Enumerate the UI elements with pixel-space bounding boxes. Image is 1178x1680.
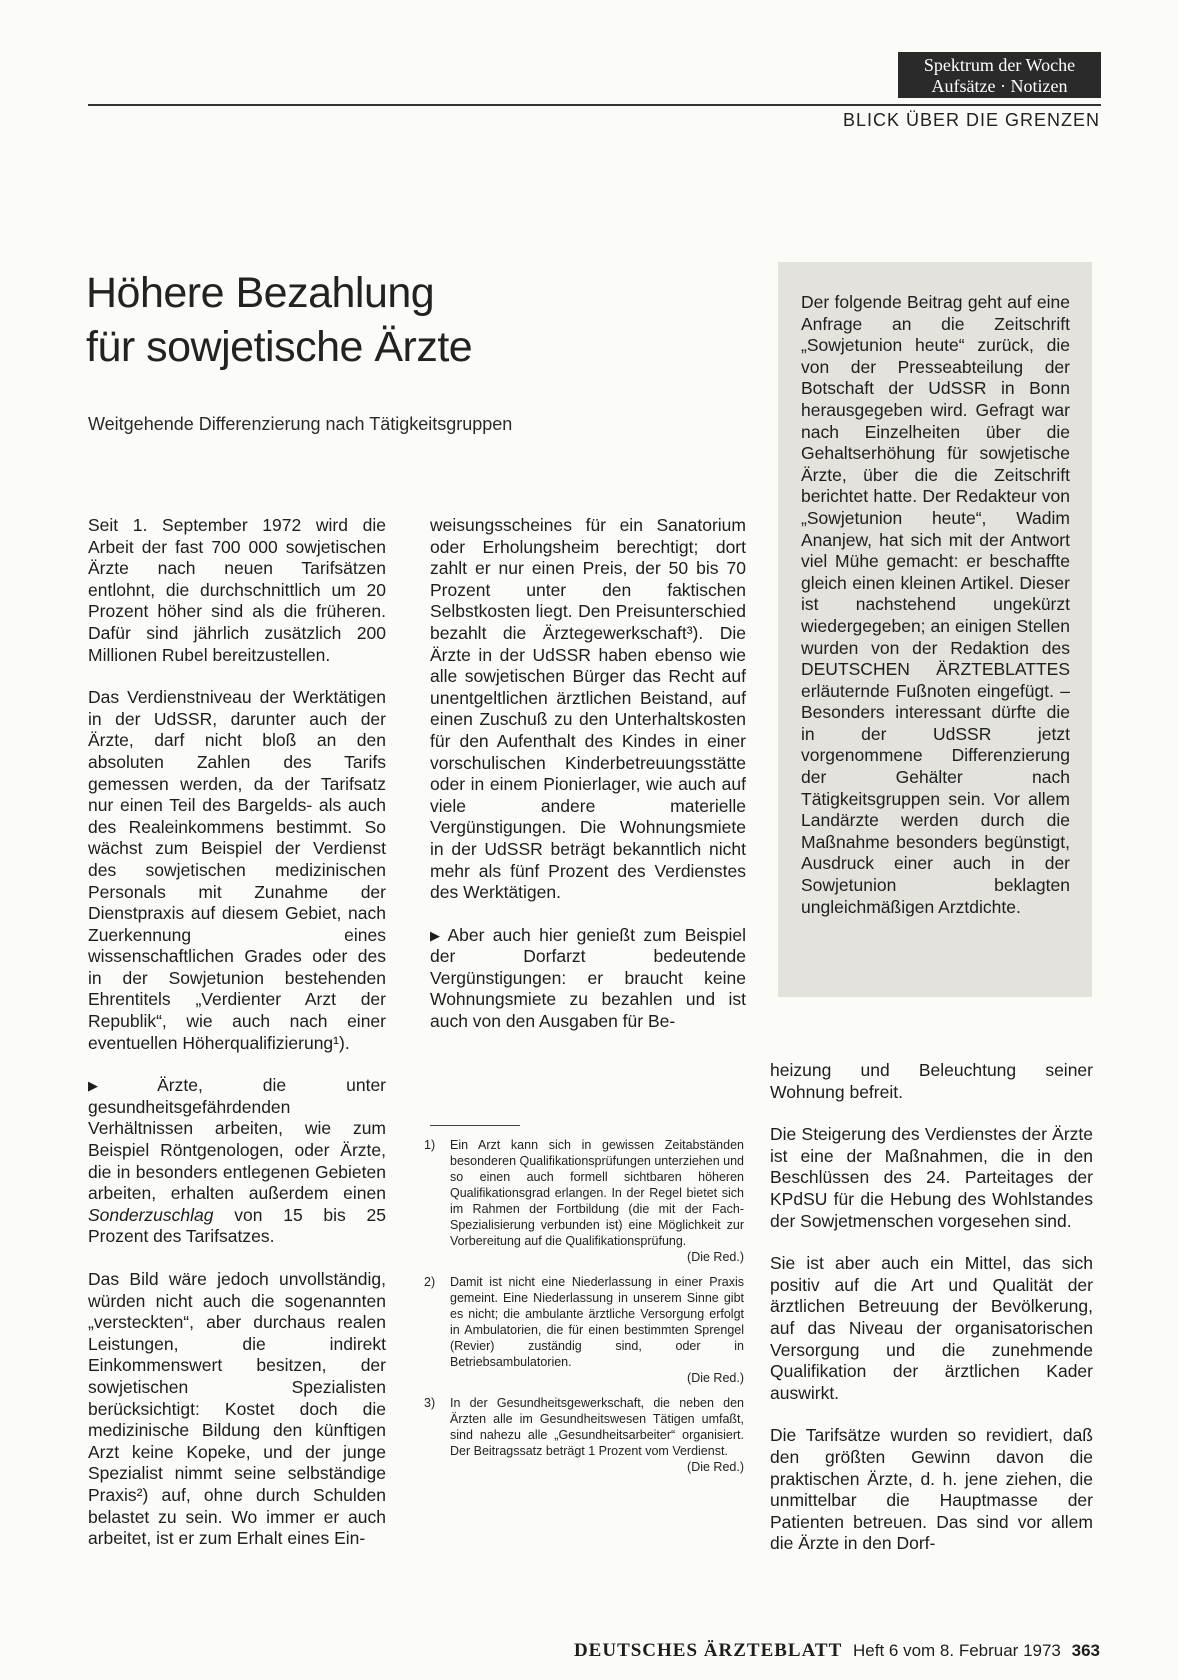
section-label: BLICK ÜBER DIE GRENZEN bbox=[842, 110, 1100, 130]
footnote-number: 1) bbox=[424, 1138, 436, 1152]
editorial-note-text: Der folgende Beitrag geht auf eine Anfrage an die Zeitschrift „Sowjetunion heute“ zurück, die von der Presseabteilung der Botschaft der UdSSR in Bonn herausgegeben wird. Gefragt war nach Einzelheiten über die Gehaltserhöhung für sowjetische Ärzte, über die die Zeitschrift berichtet hatte. Der Redakteur von „Sowjetunion heute“, Wadim Ananjew, hat sich mit der Antwort viel Mühe gemacht: er beschaffte gleich einen kleinen Artikel. Dieser ist nachstehend ungekürzt wiedergegeben; an einigen Stellen wurden von der Redaktion des DEUTSCHEN ÄRZTEBLATTES erläuternde Fußnoten eingefügt. – Besonders interessant dürfte die in der UdSSR jetzt vorgenommene Differenzierung der Gehälter nach Tätigkeitsgruppen sein. Vor allem Landärzte werden durch die Maßnahme besonders begünstigt, Ausdruck einer auch in der Sowjetunion beklagten ungleichmäßigen Arztdichte. bbox=[801, 292, 1070, 917]
header-rule bbox=[88, 104, 1101, 106]
issue-info: Heft 6 vom 8. Februar 1973 bbox=[853, 1641, 1061, 1660]
right-triangle-icon: ▶ bbox=[430, 927, 444, 943]
footnote-1 bbox=[424, 1137, 744, 1265]
section-badge bbox=[898, 52, 1101, 98]
page-number: 363 bbox=[1071, 1641, 1100, 1660]
emphasis-text: Sonderzuschlag bbox=[88, 1204, 214, 1225]
paragraph: heizung und Beleuchtung seiner Wohnung befreit. bbox=[770, 1060, 1093, 1102]
column-2 bbox=[430, 515, 746, 1033]
footnote-number: 2) bbox=[424, 1275, 436, 1289]
paragraph-arrow bbox=[430, 925, 746, 1033]
paragraph: Seit 1. September 1972 wird die Arbeit der fast 700 000 sowjetischen Ärzte nach neuen Tarifsätzen entlohnt, die durchschnittlich um 20 Prozent höher sind als die früheren. Dafür sind jährlich zusätzlich 200 Millionen Rubel bereitzustellen. bbox=[88, 515, 386, 665]
title-line-1: Höhere Bezahlung bbox=[86, 269, 435, 317]
paragraph: weisungsscheines für ein Sanatorium oder Erholungsheim berechtigt; dort zahlt er nur einen Preis, der 50 bis 70 Prozent unter den faktischen Selbstkosten liegt. Den Preisunterschied bezahlt die Ärztegewerkschaft³). Die Ärzte in der UdSSR haben ebenso wie alle sowjetischen Bürger das Recht auf unentgeltlichen ärztlichen Beistand, auf einen Zuschuß zu den Unterhaltskosten für den Aufenthalt des Kindes in einer vorschulischen Kinderbetreuungsstätte oder in einem Pionierlager, wie auch auf viele andere materielle Vergünstigungen. Die Wohnungsmiete in der UdSSR beträgt bekanntlich nicht mehr als fünf Prozent des Verdienstes des Werktätigen. bbox=[430, 515, 746, 903]
paragraph-arrow bbox=[88, 1075, 386, 1248]
footnote-3 bbox=[424, 1395, 744, 1475]
footnote-credit: (Die Red.) bbox=[687, 1250, 744, 1264]
paragraph-text: von 15 bis 25 Prozent des Tarifsatzes. bbox=[88, 1204, 386, 1247]
footnote-number: 3) bbox=[424, 1396, 436, 1410]
article-subtitle: Weitgehende Differenzierung nach Tätigkeitsgruppen bbox=[88, 414, 513, 434]
right-triangle-icon: ▶ bbox=[88, 1078, 154, 1094]
page-footer bbox=[574, 1640, 1100, 1662]
footnote-text: Ein Arzt kann sich in gewissen Zeitabständen besonderen Qualifikationsprüfungen unterziehen und so einen auch formell sichtbaren höheren Qualifikationsgrad erlangen. In der Regel bietet sich im Rahmen der Fortbildung (die mit der Fach-Spezialisierung verbunden ist) eine Möglichkeit zur Vorbereitung auf die Qualifikationsprüfung. bbox=[450, 1138, 744, 1248]
footnote-text: Damit ist nicht eine Niederlassung in einer Praxis gemeint. Eine Niederlassung in unserem Sinne gibt es nicht; die ambulante ärztliche Versorgung erfolgt in Ambulatorien, die für einen bestimmten Sprengel (Revier) zuständig sind, oder in Betriebsambulatorien. bbox=[450, 1275, 744, 1369]
paragraph: Sie ist aber auch ein Mittel, das sich positiv auf die Art und Qualität der ärztlichen Betreuung der Bevölkerung, auf das Niveau der organisatorischen Versorgung und die zunehmende Qualifikation der ärztlichen Kader auswirkt. bbox=[770, 1253, 1093, 1403]
footnote-rule bbox=[430, 1125, 520, 1126]
paragraph: Das Bild wäre jedoch unvollständig, würden nicht auch die sogenannten „versteckten“, aber durchaus realen Leistungen, die indirekt Einkommenswert besitzen, der sowjetischen Spezialisten berücksichtigt: Kostet doch die medizinische Bildung den künftigen Arzt keine Kopeke, und der junge Spezialist nimmt seine selbständige Praxis²) auf, ohne durch Schulden belastet zu sein. Wo immer er auch arbeitet, ist er zum Erhalt eines Ein- bbox=[88, 1269, 386, 1549]
footnote-2 bbox=[424, 1274, 744, 1386]
column-3 bbox=[770, 1060, 1093, 1555]
paragraph: Die Tarifsätze wurden so revidiert, daß den größten Gewinn davon die praktischen Ärzte, d. h. jene ziehen, die unmittelbar die Hauptmasse der Patienten betreuen. Das sind vor allem die Ärzte in den Dorf- bbox=[770, 1425, 1093, 1554]
footnotes bbox=[424, 1137, 744, 1484]
paragraph-text: Ärzte, die unter gesundheitsgefährdenden Verhältnissen arbeiten, wie zum Beispiel Röntgenologen, oder Ärzte, die in besonders entlegenen Gebieten arbeiten, erhalten außerdem einen bbox=[88, 1075, 386, 1204]
editorial-note-box bbox=[778, 262, 1092, 997]
title-line-2: für sowjetische Ärzte bbox=[86, 323, 473, 371]
paragraph: Das Verdienstniveau der Werktätigen in der UdSSR, darunter auch der Ärzte, darf nicht bloß an den absoluten Zahlen des Tarifs gemessen werden, da der Tarifsatz nur einen Teil des Bargelds- als auch des Realeinkommens bestimmt. So wächst zum Beispiel der Verdienst des sowjetischen medizinischen Personals mit Zunahme der Dienstpraxis auf diesem Gebiet, nach Zuerkennung eines wissenschaftlichen Grades oder des in der Sowjetunion bestehenden Ehrentitels „Verdienter Arzt der Republik“, wie auch nach einer eventuellen Höherqualifizierung¹). bbox=[88, 687, 386, 1053]
footnote-credit: (Die Red.) bbox=[687, 1460, 744, 1474]
paragraph: Die Steigerung des Verdienstes der Ärzte ist eine der Maßnahmen, die in den Beschlüssen des 24. Parteitages der KPdSU für die Hebung des Wohlstandes der Sowjetmenschen vorgesehen sind. bbox=[770, 1124, 1093, 1231]
footnote-credit: (Die Red.) bbox=[687, 1371, 744, 1385]
footnote-text: In der Gesundheitsgewerkschaft, die neben den Ärzten alle im Gesundheitswesen Tätigen umfaßt, sind nahezu alle „Gesundheitsarbeiter“ organisiert. Der Beitragssatz beträgt 1 Prozent vom Verdienst. bbox=[450, 1396, 744, 1458]
column-1 bbox=[88, 515, 386, 1550]
badge-line-1: Spektrum der Woche bbox=[923, 55, 1076, 75]
article-title bbox=[86, 266, 472, 374]
paragraph-text: Aber auch hier genießt zum Beispiel der Dorfarzt bedeutende Vergünstigungen: er braucht keine Wohnungsmiete zu bezahlen und ist auch von den Ausgaben für Be- bbox=[430, 924, 746, 1032]
journal-name: DEUTSCHES ÄRZTEBLATT bbox=[573, 1640, 843, 1661]
badge-line-2: Aufsätze · Notizen bbox=[931, 76, 1068, 96]
